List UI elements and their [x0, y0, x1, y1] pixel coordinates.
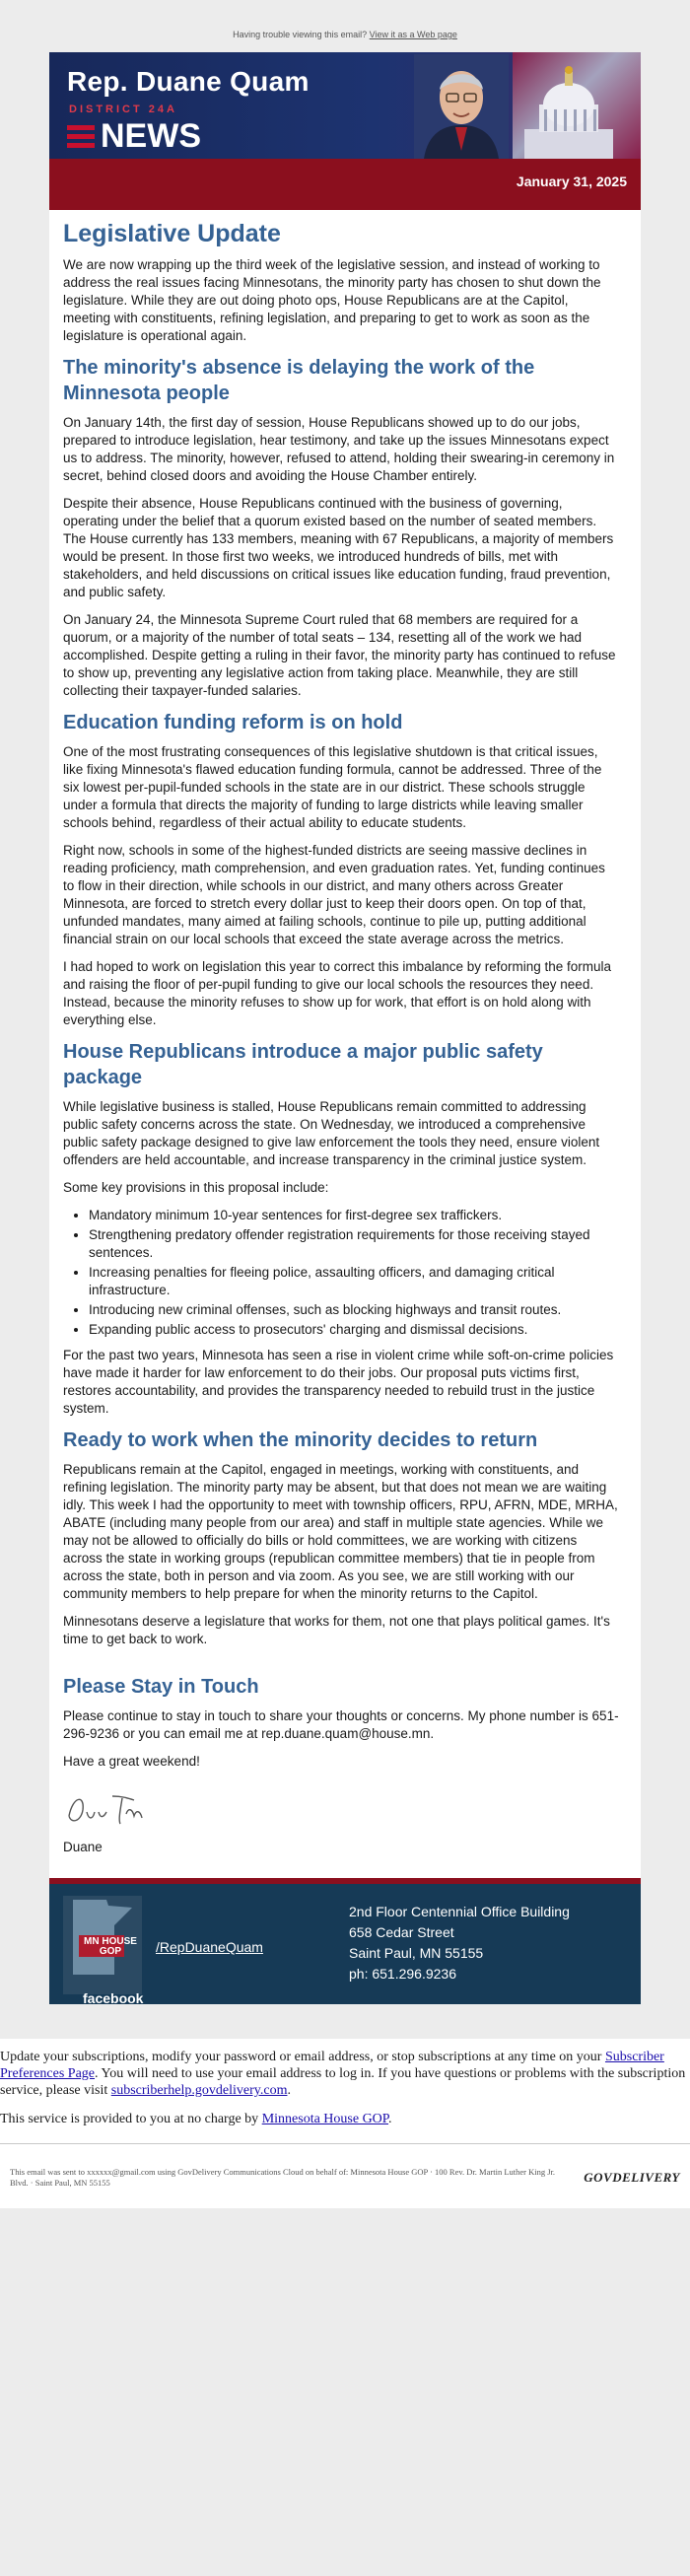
issue-date: January 31, 2025 [516, 174, 627, 189]
newsletter [49, 52, 641, 2004]
news-bars-icon [67, 121, 95, 152]
subscriber-help-link[interactable]: subscriberhelp.govdelivery.com [110, 2083, 288, 2098]
paragraph: I had hoped to work on legislation this year to correct this imbalance by reforming the formula and raising the floor of per-pupil funding to give our local schools the resources they need. Instead, because the minority refuses to show up for work, that effort is on hold along with everything else. [63, 959, 612, 1027]
article-body [49, 210, 641, 1856]
paragraph: While legislative business is stalled, House Republicans remain committed to addressing public safety concerns across the state. On Wednesday, we introduced a comprehensive public safety package designed to give law enforcement the tools they need, ensure violent offenders are held accountable, and increase transparency in the criminal justice system. [63, 1099, 600, 1167]
list-item: • Introducing new criminal offenses, such as blocking highways and transit routes. [89, 1301, 619, 1319]
trouble-text: Having trouble viewing this email? [233, 30, 368, 39]
paragraph: Please continue to stay in touch to share your thoughts or concerns. My phone number is 651-296-9236 or you can email me at rep.duane.quam@house.mn. [63, 1708, 619, 1741]
paragraph: Minnesotans deserve a legislature that works for them, not one that plays political games. It's time to get back to work. [63, 1614, 610, 1646]
minnesota-house-gop-link[interactable]: Minnesota House GOP [261, 2112, 389, 2126]
paragraph: Republicans remain at the Capitol, engaged in meetings, working with constituents, and refining legislation. The minority party may be absent, but that does not mean we are waiting idly. This week I had the opportunity to meet with township officers, RPU, AFRN, MDE, MRHA, ABATE (including many people from our area) and staff in multiple state agencies. While we may not be allowed to officially do bills or hold committees, we are working with citizens across the state in working groups (republican committee members) that tie in people from across the state, both in person and via zoom. As you see, we are still working with our community members to help prepare for when the minority returns to the Capitol. [63, 1462, 618, 1601]
paragraph: Some key provisions in this proposal include: [63, 1180, 329, 1195]
list-item: • Strengthening predatory offender registration requirements for those receiving stayed sentences. [89, 1226, 619, 1262]
representative-portrait [414, 54, 509, 159]
address-line: Saint Paul, MN 55155 [349, 1945, 484, 1961]
header-banner [49, 52, 641, 210]
address-line: 2nd Floor Centennial Office Building [349, 1904, 570, 1919]
representative-name: Rep. Duane Quam [67, 66, 310, 97]
section-heading: Please Stay in Touch [63, 1676, 259, 1698]
subscriber-preferences-link[interactable]: Subscriber Preferences Page [0, 2050, 664, 2081]
provisions-list [63, 1207, 619, 1339]
web-page-link[interactable]: View it as a Web page [369, 30, 457, 39]
section-heading: Education funding reform is on hold [63, 712, 403, 733]
facebook-label: facebook [83, 1990, 144, 2006]
page-title: Legislative Update [63, 220, 281, 247]
paragraph: For the past two years, Minnesota has seen a rise in violent crime while soft-on-crime policies have made it harder for law enforcement to do their jobs. Our proposal puts victims first, restores accountability, and provides the transparency needed to rebuild trust in the justice system. [63, 1348, 614, 1416]
paragraph: Have a great weekend! [63, 1754, 200, 1769]
paragraph: On January 14th, the first day of session, House Republicans showed up to do our jobs, prepared to introduce legislation, hear testimony, and take up the issues Minnesotans expect us to address. The minority, however, refused to attend, holding their swearing-in ceremony in secret, behind closed doors and avoiding the House Chamber entirely. [63, 415, 615, 483]
gop-label: MN HOUSE GOP [84, 1936, 137, 1957]
delivery-footer [0, 2143, 690, 2194]
office-phone: ph: 651.296.9236 [349, 1966, 456, 1982]
office-address [349, 1902, 570, 1984]
address-line: 658 Cedar Street [349, 1924, 454, 1940]
list-item: • Expanding public access to prosecutors' charging and dismissal decisions. [89, 1321, 619, 1339]
section-heading: The minority's absence is delaying the work of the Minnesota people [63, 357, 535, 404]
house-gop-logo[interactable] [63, 1896, 144, 2006]
sent-to-notice: This email was sent to xxxxxx@gmail.com using GovDelivery Communications Cloud on behalf of: Minnesota House GOP · 100 Rev. Dr. Martin Luther King Jr. Blvd. · Saint Paul, MN 55155 [10, 2167, 556, 2188]
facebook-handle-link[interactable]: /RepDuaneQuam [156, 1939, 263, 1955]
paragraph: Right now, schools in some of the highest-funded districts are seeing massive declines in reading proficiency, math comprehension, and even graduation rates. Yet, funding continues to flow in their direction, while schools in our district, and many others across Greater Minnesota, are forced to stretch every dollar just to keep their doors open. On top of that, unfunded mandates, many aimed at failing schools, continue to pile up, putting additional financial strain on our local schools that exceed the state average across the metrics. [63, 843, 605, 946]
list-item: • Increasing penalties for fleeing police, assaulting officers, and damaging critical infrastructure. [89, 1264, 619, 1299]
signoff-name: Duane [63, 1840, 103, 1854]
govdelivery-logo[interactable]: GOVDELIVERY [584, 2170, 680, 2185]
subscription-notice: Update your subscriptions, modify your password or email address, or stop subscriptions at any time on your Subscriber Preferences Page. You will need to use your email address to log in. If you have questions or problems with the subscription service, please visit subscriberhelp.govdelivery.com. This service is provided to you at no charge by Minnesota House GOP. This email was sent to xxxxxx@gmail.com using GovDelivery Communications Cloud on behalf of: Minnesota House GOP · 100 Rev. Dr. Martin Luther King Jr. Blvd. · Saint Paul, MN 55155 GOVDELIVERY [0, 2039, 690, 2208]
paragraph: Despite their absence, House Republicans continued with the business of governing, operating under the belief that a quorum existed based on the number of seated members. The House currently has 133 members, meaning with 67 Republicans, a majority of members would be present. In those first two weeks, we introduced hundreds of bills, met with stakeholders, and held discussions on critical issues like education funding, fraud prevention, and public safety. [63, 496, 614, 599]
paragraph: One of the most frustrating consequences of this legislative shutdown is that critical issues, like fixing Minnesota's flawed education funding formula, cannot be addressed. Three of the six lowest per-pupil-funded schools in the state are in our district. These schools struggle under a formula that directs the majority of funding to large districts while leaving smaller schools behind, regardless of their actual ability to educate students. [63, 744, 602, 830]
view-online-note [0, 0, 690, 52]
section-heading: House Republicans introduce a major public safety package [63, 1041, 543, 1088]
list-item: • Mandatory minimum 10-year sentences for first-degree sex traffickers. [89, 1207, 619, 1224]
district-label: DISTRICT 24A [69, 104, 177, 115]
intro-paragraph: We are now wrapping up the third week of the legislative session, and instead of working to address the real issues facing Minnesotans, the minority party has chosen to shut down the legislature. While they are out doing photo ops, House Republicans are at the Capitol, meeting with constituents, refining legislation, and preparing to get to work as soon as the legislature is operational again. [63, 257, 601, 343]
news-wordmark [67, 117, 201, 156]
handwritten-signature [63, 1786, 181, 1830]
section-heading: Ready to work when the minority decides to return [63, 1429, 538, 1451]
capitol-dome-image [515, 60, 623, 159]
contact-footer [49, 1878, 641, 2004]
news-label: NEWS [101, 117, 201, 155]
paragraph: On January 24, the Minnesota Supreme Court ruled that 68 members are required for a quorum, or a majority of the number of total seats – 134, resetting all of the work we had accomplished. Despite getting a ruling in their favor, the minority party has continued to refuse to show up, preventing any legislative action from taking place. Meanwhile, they are still collecting their taxpayer-funded salaries. [63, 612, 616, 698]
